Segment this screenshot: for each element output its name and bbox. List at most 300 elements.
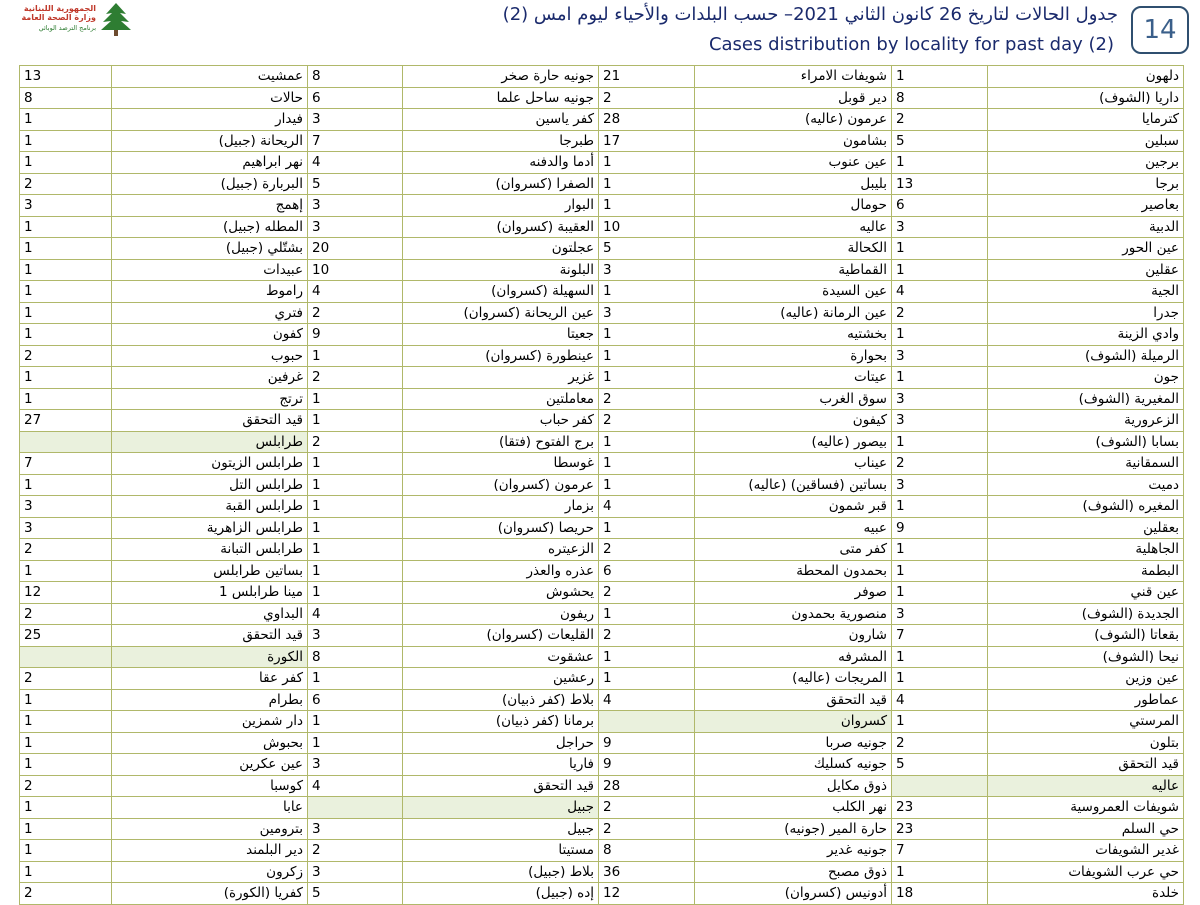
locality-cell: كفر حباب [403, 410, 599, 432]
table-row [20, 646, 1184, 668]
table-row [20, 582, 1184, 604]
table-row [20, 388, 1184, 410]
table-row [20, 668, 1184, 690]
locality-cell: بعاصير [988, 195, 1184, 217]
table-row [20, 797, 1184, 819]
case-count-cell: 12 [599, 883, 695, 905]
case-count-cell: 1 [599, 453, 695, 475]
case-count-cell: 3 [892, 474, 988, 496]
table-row [20, 732, 1184, 754]
table-row [20, 259, 1184, 281]
case-count-cell: 4 [892, 689, 988, 711]
table-row [20, 754, 1184, 776]
locality-cell: دار شمزين [112, 711, 308, 733]
case-count-cell: 2 [20, 539, 112, 561]
case-count-cell: 2 [308, 367, 403, 389]
locality-cell: إهمج [112, 195, 308, 217]
locality-cell: بلاط (كفر ذبيان) [403, 689, 599, 711]
case-count-cell: 1 [20, 818, 112, 840]
case-count-cell: 1 [599, 152, 695, 174]
case-count-cell: 9 [599, 754, 695, 776]
locality-cell: المغيره (الشوف) [988, 496, 1184, 518]
case-count-cell: 2 [892, 732, 988, 754]
case-count-cell: 2 [599, 87, 695, 109]
case-count-cell: 3 [892, 410, 988, 432]
locality-cell: كوسبا [112, 775, 308, 797]
case-count-cell: 1 [20, 754, 112, 776]
table-row [20, 603, 1184, 625]
locality-cell: ذوق مصبح [695, 861, 892, 883]
table-row [20, 238, 1184, 260]
case-count-cell: 13 [20, 66, 112, 88]
case-count-cell: 3 [20, 517, 112, 539]
locality-cell: مستيتا [403, 840, 599, 862]
locality-cell: عين وزين [988, 668, 1184, 690]
table-row [20, 130, 1184, 152]
locality-cell: أدما والدفنه [403, 152, 599, 174]
locality-cell: حريصا (كسروان) [403, 517, 599, 539]
case-count-cell: 2 [20, 603, 112, 625]
case-count-cell: 4 [892, 281, 988, 303]
case-count-cell: 1 [892, 324, 988, 346]
locality-cell: بشامون [695, 130, 892, 152]
table-row [20, 367, 1184, 389]
case-count-cell: 7 [308, 130, 403, 152]
ministry-logo [8, 2, 133, 42]
locality-cell: جونيه كسليك [695, 754, 892, 776]
locality-cell: بليبل [695, 173, 892, 195]
locality-cell: كفر ياسين [403, 109, 599, 131]
locality-cell: المطله (جبيل) [112, 216, 308, 238]
case-count-cell [308, 797, 403, 819]
locality-cell: عينطورة (كسروان) [403, 345, 599, 367]
page-title-english: Cases distribution by locality for past day (2) [708, 34, 1114, 55]
locality-cell: ريفون [403, 603, 599, 625]
case-count-cell: 10 [308, 259, 403, 281]
case-count-cell: 8 [308, 646, 403, 668]
case-count-cell: 3 [308, 109, 403, 131]
locality-cell: عين قني [988, 582, 1184, 604]
locality-cell: القماطية [695, 259, 892, 281]
locality-cell: الزعرورية [988, 410, 1184, 432]
locality-cell: البوار [403, 195, 599, 217]
locality-cell: بقعاتا (الشوف) [988, 625, 1184, 647]
locality-cell: ترتج [112, 388, 308, 410]
locality-cell: قيد التحقق [112, 625, 308, 647]
table-row [20, 152, 1184, 174]
case-count-cell: 25 [20, 625, 112, 647]
locality-cell: برجين [988, 152, 1184, 174]
case-count-cell: 18 [892, 883, 988, 905]
case-count-cell: 3 [892, 388, 988, 410]
case-count-cell: 1 [20, 324, 112, 346]
case-count-cell: 2 [20, 173, 112, 195]
case-count-cell [892, 775, 988, 797]
case-count-cell [20, 431, 112, 453]
locality-cell: نهر ابراهيم [112, 152, 308, 174]
locality-cell: غدير الشويفات [988, 840, 1184, 862]
case-count-cell: 2 [20, 775, 112, 797]
case-count-cell: 6 [892, 195, 988, 217]
locality-cell: عبيدات [112, 259, 308, 281]
case-count-cell: 1 [599, 517, 695, 539]
case-count-cell: 1 [20, 732, 112, 754]
case-count-cell: 4 [599, 496, 695, 518]
case-count-cell: 1 [599, 431, 695, 453]
locality-cell: بسابا (الشوف) [988, 431, 1184, 453]
case-count-cell: 1 [599, 474, 695, 496]
locality-cell: كسروان [695, 711, 892, 733]
locality-cell: برج الفتوح (فتقا) [403, 431, 599, 453]
case-count-cell: 3 [20, 195, 112, 217]
case-count-cell: 1 [20, 388, 112, 410]
case-count-cell: 1 [892, 431, 988, 453]
locality-cell: عاليه [695, 216, 892, 238]
locality-cell: بحبوش [112, 732, 308, 754]
case-count-cell: 2 [599, 818, 695, 840]
case-count-cell: 13 [892, 173, 988, 195]
locality-cell: السمقانية [988, 453, 1184, 475]
case-count-cell: 1 [308, 345, 403, 367]
locality-cell: بتلون [988, 732, 1184, 754]
case-count-cell: 1 [308, 711, 403, 733]
table-row [20, 302, 1184, 324]
case-count-cell: 1 [308, 517, 403, 539]
case-count-cell: 1 [599, 668, 695, 690]
case-count-cell: 1 [599, 173, 695, 195]
table-row [20, 109, 1184, 131]
locality-cell: منصورية بحمدون [695, 603, 892, 625]
case-count-cell: 1 [20, 259, 112, 281]
case-count-cell: 9 [892, 517, 988, 539]
case-count-cell: 28 [599, 109, 695, 131]
case-count-cell: 1 [892, 259, 988, 281]
locality-cell: حبوب [112, 345, 308, 367]
locality-cell: المريجات (عاليه) [695, 668, 892, 690]
table-row [20, 711, 1184, 733]
locality-cell: كترمايا [988, 109, 1184, 131]
locality-cell: عيتات [695, 367, 892, 389]
locality-cell: ذوق مكايل [695, 775, 892, 797]
case-count-cell: 28 [599, 775, 695, 797]
locality-cell: عقلين [988, 259, 1184, 281]
table-row [20, 173, 1184, 195]
locality-cell: الزعيتره [403, 539, 599, 561]
locality-cell: عين عكرين [112, 754, 308, 776]
case-count-cell: 2 [599, 797, 695, 819]
locality-cell: شارون [695, 625, 892, 647]
locality-cell: عماطور [988, 689, 1184, 711]
case-count-cell: 8 [892, 87, 988, 109]
locality-cell: عين السيدة [695, 281, 892, 303]
table-row [20, 474, 1184, 496]
locality-cell: طرابلس التل [112, 474, 308, 496]
page-number-badge: 14 [1131, 6, 1189, 54]
locality-cell: طرابلس [112, 431, 308, 453]
case-count-cell: 1 [892, 496, 988, 518]
locality-cell: عمشيت [112, 66, 308, 88]
case-count-cell: 1 [20, 861, 112, 883]
case-count-cell: 3 [308, 818, 403, 840]
locality-cell: زكرون [112, 861, 308, 883]
locality-cell: حارة المير (جونيه) [695, 818, 892, 840]
locality-cell: عبيه [695, 517, 892, 539]
case-count-cell: 20 [308, 238, 403, 260]
locality-cell: كيفون [695, 410, 892, 432]
table-row [20, 324, 1184, 346]
case-count-cell: 3 [308, 216, 403, 238]
locality-cell: الرميلة (الشوف) [988, 345, 1184, 367]
case-count-cell: 1 [308, 668, 403, 690]
case-count-cell: 1 [20, 152, 112, 174]
table-row [20, 496, 1184, 518]
locality-cell: بحوارة [695, 345, 892, 367]
locality-cell: السهيلة (كسروان) [403, 281, 599, 303]
case-count-cell: 12 [20, 582, 112, 604]
locality-cell: البطمة [988, 560, 1184, 582]
case-count-cell: 3 [308, 754, 403, 776]
case-count-cell: 1 [599, 603, 695, 625]
case-count-cell: 1 [20, 711, 112, 733]
locality-cell: بخشتيه [695, 324, 892, 346]
locality-cell: نهر الكلب [695, 797, 892, 819]
locality-cell: جونيه ساحل علما [403, 87, 599, 109]
table-row [20, 517, 1184, 539]
case-count-cell: 27 [20, 410, 112, 432]
locality-cell: عين عنوب [695, 152, 892, 174]
logo-line-1: الجمهورية اللبنانية [23, 4, 96, 13]
locality-cell: بيصور (عاليه) [695, 431, 892, 453]
case-count-cell: 1 [308, 582, 403, 604]
locality-cell: حومال [695, 195, 892, 217]
locality-cell: فتري [112, 302, 308, 324]
locality-cell: طرابلس الزيتون [112, 453, 308, 475]
locality-cell: جونيه غدير [695, 840, 892, 862]
case-count-cell: 1 [308, 388, 403, 410]
case-count-cell: 3 [308, 861, 403, 883]
table-row [20, 840, 1184, 862]
case-count-cell: 2 [599, 582, 695, 604]
case-count-cell: 1 [599, 367, 695, 389]
logo-line-3: برنامج الترصد الوبائي [38, 24, 96, 32]
locality-cell: بساتين (فساقين) (عاليه) [695, 474, 892, 496]
case-count-cell: 1 [308, 539, 403, 561]
locality-cell: دميت [988, 474, 1184, 496]
table-row [20, 560, 1184, 582]
locality-cell: الجاهلية [988, 539, 1184, 561]
cedar-icon [100, 2, 132, 36]
table-row [20, 861, 1184, 883]
locality-cell: طرابلس القبة [112, 496, 308, 518]
case-count-cell: 1 [308, 496, 403, 518]
case-count-cell: 1 [892, 66, 988, 88]
table-row [20, 818, 1184, 840]
case-count-cell: 1 [892, 238, 988, 260]
locality-cell: يحشوش [403, 582, 599, 604]
case-count-cell: 3 [599, 259, 695, 281]
case-count-cell: 5 [892, 130, 988, 152]
locality-cell: بزمار [403, 496, 599, 518]
case-count-cell: 1 [20, 560, 112, 582]
locality-cell: وادي الزينة [988, 324, 1184, 346]
locality-cell: بحمدون المحطة [695, 560, 892, 582]
locality-cell: داريا (الشوف) [988, 87, 1184, 109]
table-row [20, 410, 1184, 432]
locality-cell: بترومين [112, 818, 308, 840]
locality-cell: عرمون (كسروان) [403, 474, 599, 496]
table-row [20, 281, 1184, 303]
case-count-cell: 1 [20, 238, 112, 260]
case-count-cell: 5 [599, 238, 695, 260]
case-count-cell: 5 [892, 754, 988, 776]
locality-cell: عرمون (عاليه) [695, 109, 892, 131]
case-count-cell: 1 [892, 582, 988, 604]
case-count-cell: 1 [20, 474, 112, 496]
locality-cell: مينا طرابلس 1 [112, 582, 308, 604]
locality-cell: إده (جبيل) [403, 883, 599, 905]
table-row [20, 431, 1184, 453]
locality-cell: عين الريحانة (كسروان) [403, 302, 599, 324]
locality-cell: راموط [112, 281, 308, 303]
locality-cell: بلاط (جبيل) [403, 861, 599, 883]
case-count-cell: 1 [599, 324, 695, 346]
case-count-cell: 23 [892, 818, 988, 840]
case-count-cell: 4 [308, 152, 403, 174]
locality-cell: جدرا [988, 302, 1184, 324]
case-count-cell: 9 [599, 732, 695, 754]
locality-cell: الصفرا (كسروان) [403, 173, 599, 195]
case-count-cell: 1 [20, 302, 112, 324]
logo-line-2: وزارة الصحة العامة [21, 13, 96, 22]
table-row [20, 625, 1184, 647]
case-count-cell: 1 [599, 195, 695, 217]
case-count-cell: 1 [20, 367, 112, 389]
table-row [20, 216, 1184, 238]
case-count-cell: 4 [599, 689, 695, 711]
case-count-cell: 2 [599, 539, 695, 561]
locality-cell: قيد التحقق [112, 410, 308, 432]
locality-cell: دير قوبل [695, 87, 892, 109]
locality-cell: بعقلين [988, 517, 1184, 539]
table-row [20, 775, 1184, 797]
case-count-cell: 4 [308, 281, 403, 303]
case-count-cell: 3 [892, 216, 988, 238]
case-count-cell: 1 [599, 345, 695, 367]
locality-cell: عاليه [988, 775, 1184, 797]
locality-cell: غزير [403, 367, 599, 389]
locality-cell: رعشين [403, 668, 599, 690]
case-count-cell: 1 [308, 474, 403, 496]
case-count-cell: 7 [892, 625, 988, 647]
case-count-cell: 2 [599, 625, 695, 647]
case-count-cell: 2 [892, 109, 988, 131]
locality-cell: المرستي [988, 711, 1184, 733]
locality-cell: عيناب [695, 453, 892, 475]
case-count-cell: 2 [20, 668, 112, 690]
locality-cell: جونيه حارة صخر [403, 66, 599, 88]
locality-cell: غرفين [112, 367, 308, 389]
case-count-cell: 1 [20, 840, 112, 862]
locality-cell: طرابلس التبانة [112, 539, 308, 561]
case-count-cell: 4 [308, 775, 403, 797]
cases-table-body [20, 66, 1184, 905]
locality-cell: عشقوت [403, 646, 599, 668]
locality-cell: بساتين طرابلس [112, 560, 308, 582]
table-row [20, 689, 1184, 711]
case-count-cell [599, 711, 695, 733]
table-row [20, 195, 1184, 217]
case-count-cell: 2 [308, 840, 403, 862]
locality-cell: قيد التحقق [403, 775, 599, 797]
case-count-cell: 2 [599, 388, 695, 410]
locality-cell: البداوي [112, 603, 308, 625]
locality-cell: عين الحور [988, 238, 1184, 260]
locality-cell: حالات [112, 87, 308, 109]
locality-cell: دلهون [988, 66, 1184, 88]
case-count-cell: 6 [308, 87, 403, 109]
locality-cell: برجا [988, 173, 1184, 195]
locality-cell: أدونيس (كسروان) [695, 883, 892, 905]
locality-cell: المغيرية (الشوف) [988, 388, 1184, 410]
case-count-cell: 1 [308, 560, 403, 582]
case-count-cell: 3 [308, 625, 403, 647]
locality-cell: خلدة [988, 883, 1184, 905]
case-count-cell: 3 [20, 496, 112, 518]
case-count-cell: 8 [20, 87, 112, 109]
case-count-cell: 21 [599, 66, 695, 88]
case-count-cell: 23 [892, 797, 988, 819]
case-count-cell: 3 [599, 302, 695, 324]
case-count-cell: 2 [892, 453, 988, 475]
locality-cell: الريحانة (جبيل) [112, 130, 308, 152]
case-count-cell: 1 [20, 281, 112, 303]
locality-cell: الجية [988, 281, 1184, 303]
locality-cell: قيد التحقق [988, 754, 1184, 776]
locality-cell: بشتّلي (جبيل) [112, 238, 308, 260]
case-count-cell: 1 [308, 453, 403, 475]
locality-cell: كفون [112, 324, 308, 346]
case-count-cell: 17 [599, 130, 695, 152]
locality-cell: حراجل [403, 732, 599, 754]
table-row [20, 453, 1184, 475]
case-count-cell: 1 [892, 152, 988, 174]
locality-cell: صوفر [695, 582, 892, 604]
case-count-cell: 1 [892, 861, 988, 883]
locality-cell: عين الرمانة (عاليه) [695, 302, 892, 324]
locality-cell: سوق الغرب [695, 388, 892, 410]
locality-cell: برمانا (كفر ذبيان) [403, 711, 599, 733]
locality-cell: جبيل [403, 797, 599, 819]
locality-cell: طبرجا [403, 130, 599, 152]
case-count-cell: 1 [20, 130, 112, 152]
locality-cell: حي عرب الشويفات [988, 861, 1184, 883]
case-count-cell: 2 [308, 302, 403, 324]
case-count-cell: 5 [308, 883, 403, 905]
case-count-cell: 8 [308, 66, 403, 88]
locality-cell: الجديدة (الشوف) [988, 603, 1184, 625]
locality-cell: شويفات العمروسية [988, 797, 1184, 819]
cases-table [19, 65, 1184, 905]
case-count-cell: 8 [599, 840, 695, 862]
case-count-cell [20, 646, 112, 668]
case-count-cell: 2 [892, 302, 988, 324]
case-count-cell: 3 [308, 195, 403, 217]
locality-cell: سبلين [988, 130, 1184, 152]
locality-cell: بطرام [112, 689, 308, 711]
locality-cell: جبيل [403, 818, 599, 840]
case-count-cell: 6 [308, 689, 403, 711]
locality-cell: القليعات (كسروان) [403, 625, 599, 647]
